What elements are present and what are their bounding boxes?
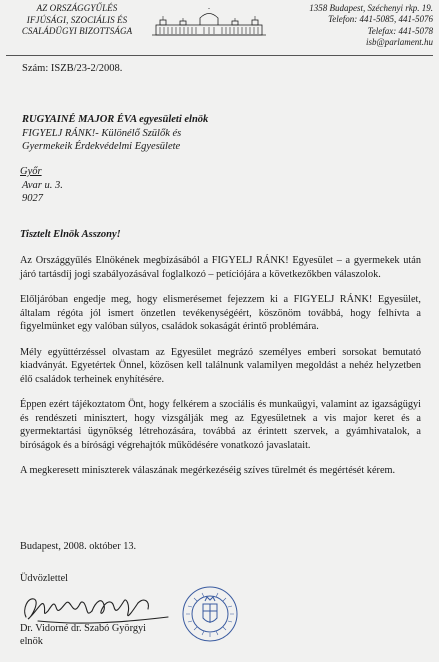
recipient-org-line-1: FIGYELJ RÁNK!- Különélő Szülők és <box>22 127 182 139</box>
committee-name-line-1: AZ ORSZÁGGYŰLÉS <box>36 3 118 13</box>
signer-title: elnök <box>20 636 43 647</box>
paragraph: Éppen ezért tájékoztatom Önt, hogy felkérem a szociális és munkaügyi, valamint az igazságügyi és rendészeti minisztert, hogy vizsgálják meg az Egyesületnek a vis major keret és a gyermektartási ügynökség létrehozására, továbbá az érintett szervek, a gyámhivatalok, a bíróságok és a bírósági végrehajtók működésére vonatkozó javaslatait. <box>20 399 421 451</box>
paragraph: Mély együttérzéssel olvastam az Egyesület megrázó személyes emberi sorsokat bemutató kiadványát. Egyetértek Önnel, közösen kell találnunk valamilyen megoldást a nehéz helyzetben élő családok terheinek enyhítésére. <box>20 346 421 385</box>
contact-email[interactable]: isb@parlament.hu <box>365 36 433 47</box>
signer-block <box>20 622 146 648</box>
recipient-org-line-2: Gyermekeik Érdekvédelmi Egyesülete <box>22 141 181 152</box>
letter-body <box>20 254 421 490</box>
header-divider <box>6 55 433 56</box>
paragraph: A megkeresett miniszterek válaszának megérkezéséig szíves türelmét és megértését kérem. <box>20 465 396 476</box>
official-seal-icon <box>180 584 240 644</box>
parliament-building-icon <box>150 8 268 38</box>
contact-phone: Telefon: 441-5085, 441-5076 <box>328 14 433 25</box>
committee-name <box>8 3 146 38</box>
address-zip: 9027 <box>22 193 43 204</box>
salutation: Tisztelt Elnök Asszony! <box>20 229 121 240</box>
paragraph: Az Országgyűlés Elnökének megbízásából a FIGYELJ RÁNK! Egyesület – a gyermekek után járó tartásdíj jogi szabályozásával foglalkozó – petíciójára a következőkben válaszolok. <box>20 255 421 280</box>
recipient-block <box>22 113 208 154</box>
closing: Üdvözlettel <box>20 573 69 584</box>
contact-address: 1358 Budapest, Széchenyi rkp. 19. <box>309 3 433 13</box>
reference-number: Szám: ISZB/23-2/2008. <box>22 63 123 74</box>
letter-date: Budapest, 2008. október 13. <box>20 541 137 552</box>
committee-name-line-3: CSALÁDÜGYI BIZOTTSÁGA <box>21 26 133 36</box>
address-city: Győr <box>20 166 42 177</box>
contact-info <box>283 3 433 48</box>
recipient-address <box>20 165 63 206</box>
contact-fax: Telefax: 441-5078 <box>367 25 433 36</box>
paragraph: Előljáróban engedje meg, hogy elismerésemet fejezzem ki a FIGYELJ RÁNK! Egyesület, általam régóta jól ismert önzetlen tevékenységéért, köszönöm továbbá, hogy felhívta a figyelmünket egy valóban súlyos, családok sokaságát érintő problémára. <box>20 294 421 332</box>
recipient-name: RUGYAINÉ MAJOR ÉVA egyesületi elnök <box>22 114 209 125</box>
signer-name: Dr. Vidorné dr. Szabó Györgyi <box>20 623 146 634</box>
address-street: Avar u. 3. <box>22 179 63 191</box>
committee-name-line-2: IFJÚSÁGI, SZOCIÁLIS ÉS <box>26 14 128 25</box>
